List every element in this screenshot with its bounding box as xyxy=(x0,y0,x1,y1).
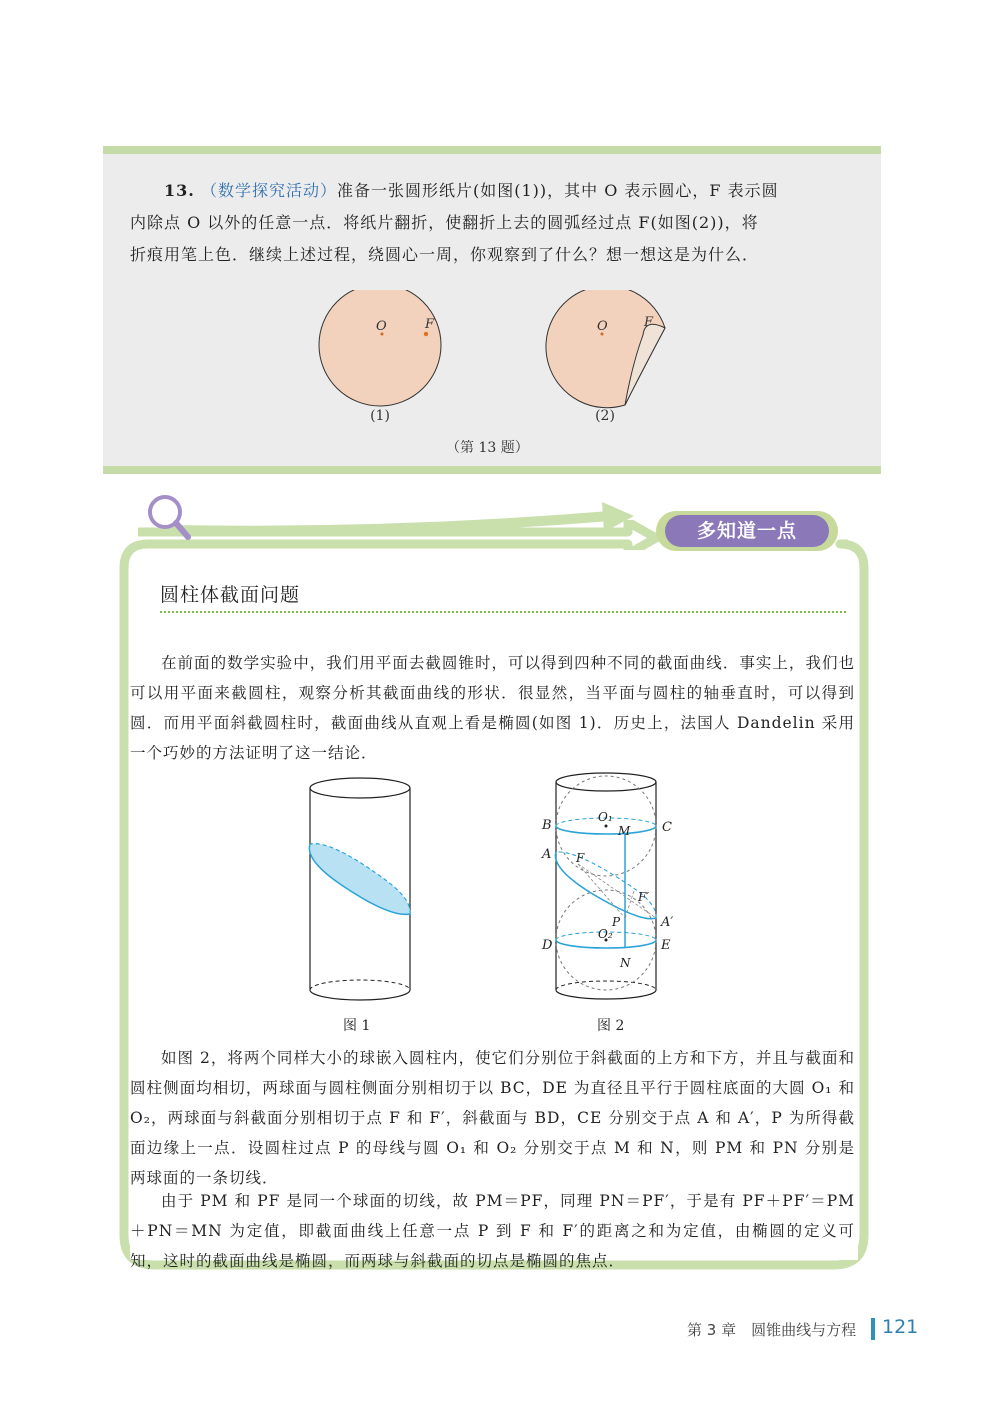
exercise-number: 13. xyxy=(164,181,195,200)
fig1-caption: (1) xyxy=(370,408,390,424)
cylinder2-bottom-back xyxy=(556,981,656,990)
section-title: 圆柱体截面问题 xyxy=(160,584,301,606)
exercise-figure-caption: （第 13 题） xyxy=(446,440,529,456)
exercise-line-1 xyxy=(130,175,865,207)
label-A: A xyxy=(542,847,552,862)
paper-disc-1 xyxy=(319,290,441,406)
magnifier-arrow xyxy=(140,494,640,554)
section-rule xyxy=(160,611,846,613)
arrow-head xyxy=(602,502,634,532)
label-P: P xyxy=(612,915,621,929)
label-A-prime: A′ xyxy=(661,915,674,930)
label-D: D xyxy=(542,938,553,953)
exercise-line-2: 内除点 O 以外的任意一点．将纸片翻折，使翻折上去的圆弧经过点 F(如图(2))，将 xyxy=(130,213,759,232)
cylinder-bottom-back xyxy=(310,980,410,990)
label-O-2: O xyxy=(597,319,608,334)
cylinder-top xyxy=(310,778,410,798)
arrow-line xyxy=(170,516,610,531)
exercise-tag: （数学探究活动） xyxy=(200,181,337,200)
label-F-prime: F′ xyxy=(638,890,650,904)
figure-1-caption: 图 1 xyxy=(343,1018,371,1034)
point-F-1 xyxy=(424,332,428,336)
label-B: B xyxy=(542,818,552,833)
footer-chapter: 第 3 章 圆锥曲线与方程 xyxy=(687,1321,857,1339)
paragraph-1: 在前面的数学实验中，我们用平面去截圆锥时，可以得到四种不同的截面曲线．事实上，我们也可以用平面来截圆柱，观察分析其截面曲线的形状．很显然，当平面与圆柱的轴垂直时，可以得到圆．而用平面斜截圆柱时，截面曲线从直观上看是椭圆(如图 1)．历史上，法国人 Dandelin 采用一个巧妙的方法证明了这一结论． xyxy=(130,654,855,762)
label-M: M xyxy=(618,824,631,838)
know-more-badge: 多知道一点 xyxy=(665,515,829,547)
label-F: F xyxy=(576,851,585,865)
oblique-section-front xyxy=(555,852,656,919)
point-O1 xyxy=(605,825,608,828)
paragraph-3: 由于 PM 和 PF 是同一个球面的切线，故 PM＝PF，同理 PN＝PF′，于是有 PF＋PF′＝PM＋PN＝MN 为定值，即截面曲线上任意一点 P 到 F 和 F′的距离之和为定值，由椭圆的定义可知，这时的截面曲线是椭圆，而两球与斜截面的切点是椭圆的焦点． xyxy=(130,1192,855,1270)
fig2-caption: (2) xyxy=(595,408,615,424)
page-number: 121 xyxy=(882,1316,919,1338)
label-O-1: O xyxy=(376,319,387,334)
footer-divider xyxy=(871,1318,875,1340)
exercise-line-1-rest: 准备一张圆形纸片(如图(1))，其中 O 表示圆心，F 表示圆 xyxy=(336,181,779,200)
cylinder2-bottom-front xyxy=(556,990,656,999)
paragraph-2: 如图 2，将两个同样大小的球嵌入圆柱内，使它们分别位于斜截面的上方和下方，并且与截面和圆柱侧面均相切，两球面与圆柱侧面分别相切于以 BC，DE 为直径且平行于圆柱底面的大圆 O₁ 和 O₂，两球面与斜截面分别相切于点 F 和 F′，斜截面与 BD，CE 分别交于点 A 和 A′，P 为所得截面边缘上一点．设圆柱过点 P 的母线与圆 O₁ 和 O₂ 分别交于点 M 和 N，则 PM 和 PN 分别是两球面的一条切线． xyxy=(130,1049,855,1187)
exercise-text xyxy=(130,175,865,271)
label-O2: O₂ xyxy=(598,927,613,941)
section-ellipse-fill xyxy=(309,844,410,915)
figure-2-dandelin xyxy=(536,768,686,1008)
label-O1: O₁ xyxy=(598,810,613,824)
label-E: E xyxy=(661,938,671,953)
figure-1-cylinder xyxy=(300,768,420,1008)
cylinder-bottom-front xyxy=(310,990,410,1000)
label-N: N xyxy=(620,956,631,970)
label-C: C xyxy=(662,820,672,835)
exercise-line-3: 折痕用笔上色．继续上述过程，绕圆心一周，你观察到了什么？想一想这是为什么． xyxy=(130,245,760,264)
label-F-2: F xyxy=(644,315,654,330)
exercise-figures xyxy=(300,290,700,410)
label-F-1: F xyxy=(425,317,435,332)
figure-2-caption: 图 2 xyxy=(597,1018,625,1034)
